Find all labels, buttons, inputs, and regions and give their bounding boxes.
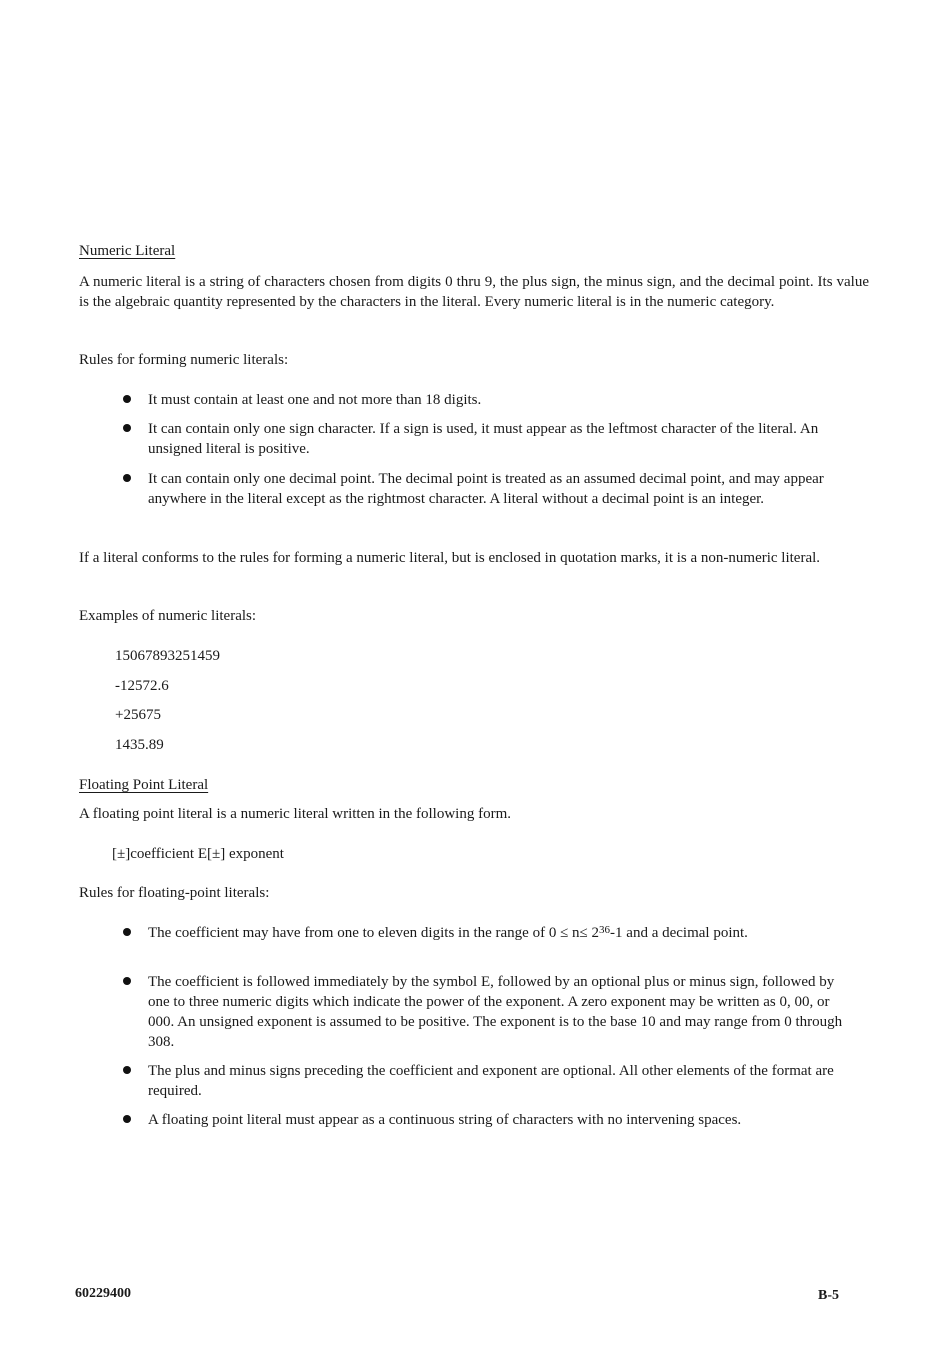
floating-rule-text xyxy=(148,923,853,943)
bullet-icon xyxy=(123,977,131,985)
rule-text-part: -1 and a decimal point. xyxy=(610,925,748,941)
floating-literal-intro: A floating point literal is a numeric literal written in the following form. xyxy=(79,806,511,822)
bullet-icon xyxy=(123,474,131,482)
page-number: B-5 xyxy=(818,1288,839,1303)
bullet-icon xyxy=(123,1115,131,1123)
rule-text-part: The coefficient may have from one to eleven digits in the range of 0 ≤ n≤ 2 xyxy=(148,925,600,941)
example-literal: 15067893251459 xyxy=(115,648,220,664)
section-heading-floating-point-literal: Floating Point Literal xyxy=(79,777,209,793)
floating-literal-form: [±]coefficient E[±] exponent xyxy=(112,846,284,862)
floating-rule-text: The coefficient is followed immediately by the symbol E, followed by an optional plus or minus sign, followed by one to three numeric digits which indicate the power of the exponent. A zero exponent may be written as 0, 00, or 000. An unsigned exponent is assumed to be positive. The exponent is to the base 10 and may range from 0 through 308. xyxy=(148,974,843,1050)
numeric-rules-intro: Rules for forming numeric literals: xyxy=(79,352,289,368)
non-numeric-note: If a literal conforms to the rules for forming a numeric literal, but is enclosed in quotation marks, it is a non-numeric literal. xyxy=(79,550,821,566)
numeric-rule-text: It can contain only one sign character. If a sign is used, it must appear as the leftmost character of the literal. An unsigned literal is positive. xyxy=(148,421,819,457)
exponent-superscript: 36 xyxy=(599,924,611,936)
bullet-icon xyxy=(123,928,131,936)
example-literal: +25675 xyxy=(115,707,161,723)
example-literal: 1435.89 xyxy=(115,737,164,753)
bullet-icon xyxy=(123,395,131,403)
numeric-rule-text: It must contain at least one and not more than 18 digits. xyxy=(148,392,482,408)
bullet-icon xyxy=(123,424,131,432)
floating-rule-text: A floating point literal must appear as a continuous string of characters with no intervening spaces. xyxy=(148,1112,742,1128)
floating-rule-text: The plus and minus signs preceding the coefficient and exponent are optional. All other elements of the format are required. xyxy=(148,1063,834,1099)
examples-intro: Examples of numeric literals: xyxy=(79,608,257,624)
section-heading-numeric-literal: Numeric Literal xyxy=(79,243,176,259)
document-number: 60229400 xyxy=(75,1286,131,1301)
floating-rules-intro: Rules for floating-point literals: xyxy=(79,885,270,901)
numeric-literal-intro: A numeric literal is a string of characters chosen from digits 0 thru 9, the plus sign, the minus sign, and the decimal point. Its value is the algebraic quantity represented by the characters in the literal. Every numeric literal is in the numeric category. xyxy=(79,274,869,310)
numeric-rule-text: It can contain only one decimal point. The decimal point is treated as an assumed decimal point, and may appear anywhere in the literal except as the rightmost character. A literal without a decimal point is an integer. xyxy=(148,471,824,507)
bullet-icon xyxy=(123,1066,131,1074)
example-literal: -12572.6 xyxy=(115,678,169,694)
